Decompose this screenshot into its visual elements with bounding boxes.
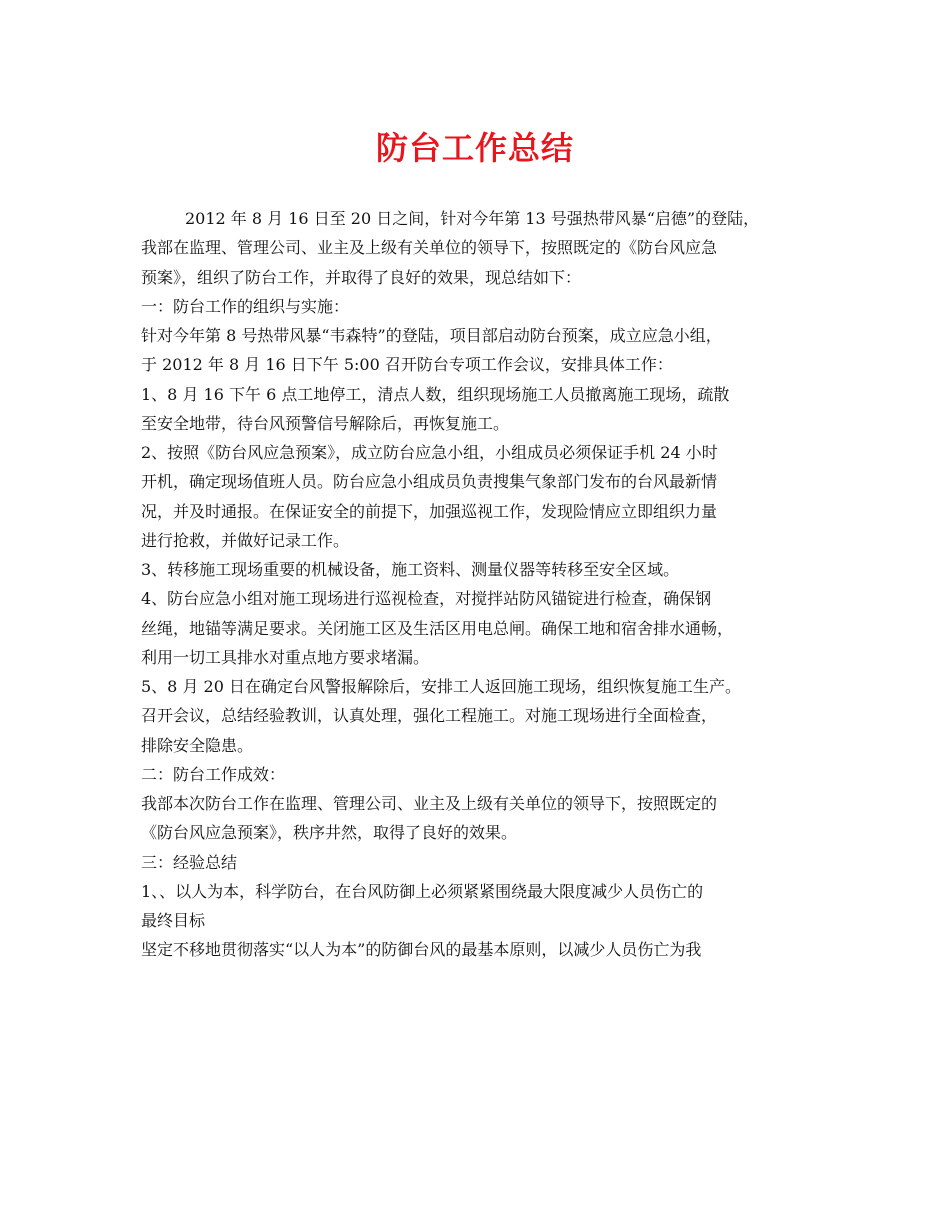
paragraph-line: 2012 年 8 月 16 日至 20 日之间，针对今年第 13 号强热带风暴“启德”的登陆， — [185, 209, 760, 228]
document-title: 防台工作总结 — [375, 129, 574, 167]
list-item-line: 排除安全隐患。 — [141, 735, 254, 755]
document-body — [141, 204, 813, 965]
list-item-line: 利用一切工具排水对重点地方要求堵漏。 — [141, 647, 430, 667]
paragraph-line: 针对今年第 8 号热带风暴“韦森特”的登陆，项目部启动防台预案，成立应急小组， — [141, 326, 722, 345]
list-item-line: 况，并及时通报。在保证安全的前提下，加强巡视工作，发现险情应立即组织力量 — [141, 501, 718, 521]
paragraph-line: 我部本次防台工作在监理、管理公司、业主及上级有关单位的领导下，按照既定的 — [141, 794, 718, 813]
list-item-line: 1、8 月 16 下午 6 点工地停工，清点人数，组织现场施工人员撤离施工现场，疏散 — [141, 384, 730, 404]
paragraph-line: 我部在监理、管理公司、业主及上级有关单位的领导下，按照既定的《防台风应急 — [141, 238, 718, 258]
section-heading: 二：防台工作成效： — [141, 764, 286, 784]
list-item-line: 开机，确定现场值班人员。防台应急小组成员负责搜集气象部门发布的台风最新情 — [141, 472, 718, 492]
paragraph-line: 《防台风应急预案》，秩序井然，取得了良好的效果。 — [141, 823, 518, 843]
section-heading: 三：经验总结 — [141, 852, 238, 872]
list-item-line: 至安全地带，待台风预警信号解除后，再恢复施工。 — [141, 413, 510, 433]
list-item-line: 4、防台应急小组对施工现场进行巡视检查，对搅拌站防风锚锭进行检查，确保钢 — [141, 589, 712, 609]
list-item-line: 丝绳，地锚等满足要求。关闭施工区及生活区用电总闸。确保工地和宿舍排水通畅， — [141, 618, 734, 638]
list-item-line: 5、8 月 20 日在确定台风警报解除后，安排工人返回施工现场，组织恢复施工生产。 — [141, 677, 741, 696]
list-item-line: 1、、以人为本，科学防台，在台风防御上必须紧紧围绕最大限度减少人员伤亡的 — [141, 881, 704, 901]
list-item-line: 3、转移施工现场重要的机械设备，施工资料、测量仪器等转移至安全区域。 — [141, 560, 680, 579]
paragraph-line: 预案》，组织了防台工作，并取得了良好的效果，现总结如下： — [141, 267, 582, 287]
list-item-line: 召开会议，总结经验教训，认真处理，强化工程施工。对施工现场进行全面检查， — [141, 706, 718, 726]
section-heading: 一：防台工作的组织与实施： — [141, 296, 350, 316]
list-item-line: 2、按照《防台风应急预案》，成立防台应急小组，小组成员必须保证手机 24 小时 — [141, 443, 718, 462]
paragraph-line: 坚定不移地贯彻落实“以人为本”的防御台风的最基本原则，以减少人员伤亡为我 — [141, 940, 702, 960]
list-item-line: 最终目标 — [141, 911, 206, 930]
paragraph-line: 于 2012 年 8 月 16 日下午 5:00 召开防台专项工作会议，安排具体工作： — [141, 355, 673, 375]
list-item-line: 进行抢救，并做好记录工作。 — [141, 530, 350, 550]
